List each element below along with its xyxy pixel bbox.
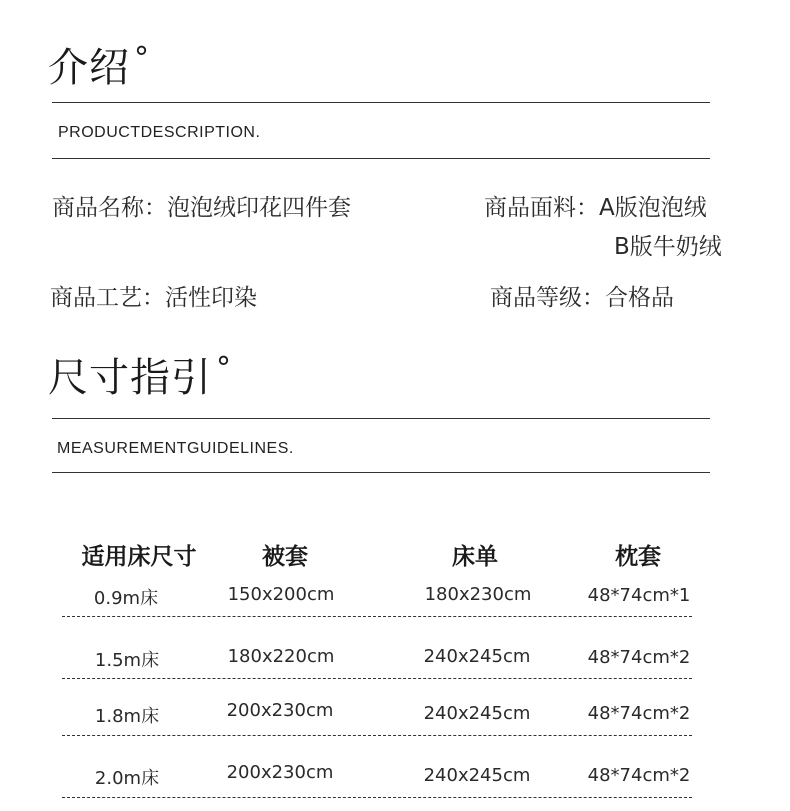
product-name-value: 泡泡绒印花四件套	[167, 195, 351, 221]
table-cell-bed-sheet: 180x230cm	[424, 584, 532, 605]
product-craft-row	[50, 283, 257, 313]
table-header-bed-size: 适用床尺寸	[81, 544, 197, 570]
intro-bottom-rule	[52, 158, 710, 159]
product-craft-value: 活性印染	[165, 285, 257, 311]
table-cell-pillowcase: 48*74cm*2	[587, 647, 691, 668]
product-grade-row	[490, 283, 674, 313]
table-cell-pillowcase: 48*74cm*2	[587, 703, 691, 724]
row-divider	[62, 797, 692, 798]
product-name-label: 商品名称：	[52, 195, 167, 221]
intro-degree-mark: °	[134, 41, 150, 76]
product-name-row	[52, 193, 351, 223]
table-cell-bed-sheet: 240x245cm	[423, 646, 531, 667]
intro-subtitle: PRODUCTDESCRIPTION.	[58, 124, 261, 141]
intro-heading	[48, 41, 150, 92]
size-guide-title: 尺寸指引	[48, 355, 212, 401]
size-guide-subtitle: MEASUREMENTGUIDELINES.	[57, 440, 294, 457]
table-cell-bed-size: 0.9m床	[93, 588, 159, 609]
product-fabric-value-a: A版泡泡绒	[599, 195, 707, 221]
table-cell-duvet-cover: 200x230cm	[226, 762, 334, 783]
product-fabric-label: 商品面料：	[484, 195, 599, 221]
row-divider	[62, 735, 692, 736]
product-fabric-row	[484, 193, 707, 223]
product-craft-label: 商品工艺：	[50, 285, 165, 311]
size-guide-bottom-rule	[52, 472, 710, 473]
table-cell-pillowcase: 48*74cm*2	[587, 765, 691, 786]
intro-top-rule	[52, 102, 710, 103]
table-cell-duvet-cover: 180x220cm	[227, 646, 335, 667]
product-grade-value: 合格品	[605, 285, 674, 311]
table-cell-bed-size: 2.0m床	[94, 768, 160, 789]
intro-title: 介绍	[48, 45, 130, 91]
table-cell-duvet-cover: 200x230cm	[226, 700, 334, 721]
size-guide-top-rule	[52, 418, 710, 419]
product-fabric-value-b: B版牛奶绒	[614, 234, 722, 260]
table-cell-bed-size: 1.8m床	[94, 706, 160, 727]
table-cell-bed-sheet: 240x245cm	[423, 765, 531, 786]
row-divider	[62, 616, 692, 617]
table-cell-duvet-cover: 150x200cm	[227, 584, 335, 605]
table-header-duvet-cover: 被套	[262, 544, 308, 570]
size-guide-degree-mark: °	[216, 351, 232, 386]
table-cell-bed-size: 1.5m床	[94, 650, 160, 671]
product-grade-label: 商品等级：	[490, 285, 605, 311]
table-header-pillowcase: 枕套	[615, 544, 661, 570]
table-cell-pillowcase: 48*74cm*1	[587, 585, 691, 606]
table-cell-bed-sheet: 240x245cm	[423, 703, 531, 724]
size-guide-heading	[48, 351, 232, 402]
table-header-bed-sheet: 床单	[452, 544, 498, 570]
row-divider	[62, 678, 692, 679]
